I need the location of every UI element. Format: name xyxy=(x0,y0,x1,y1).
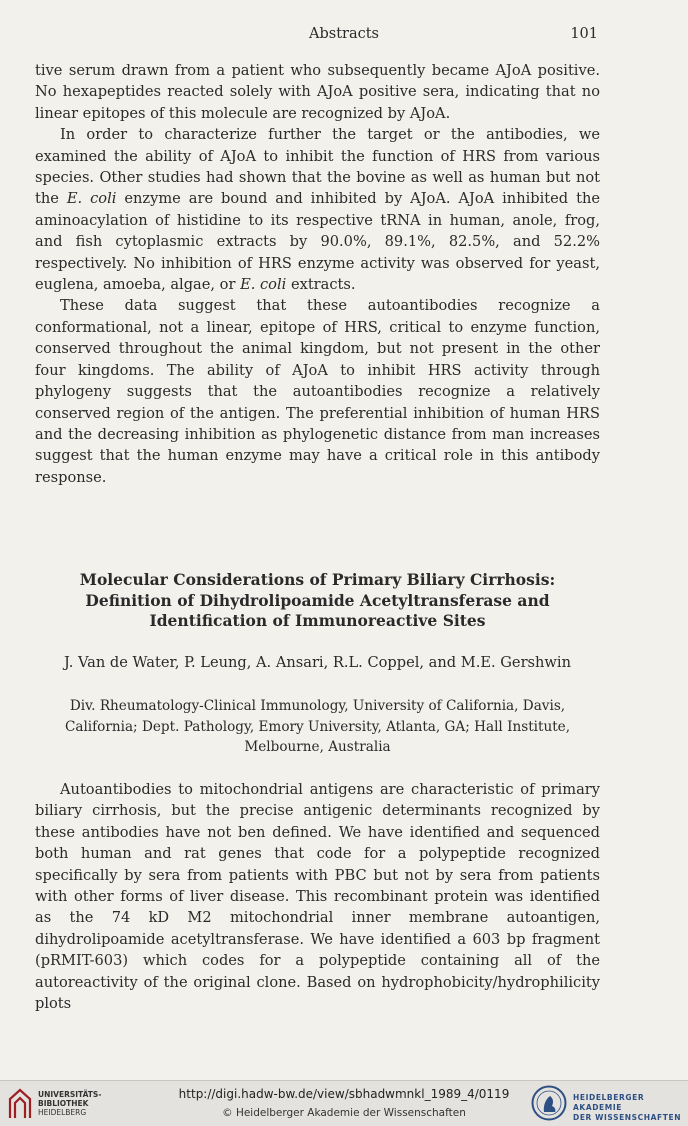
academy-name xyxy=(573,1093,688,1123)
text-run: enzyme are bound and inhibited by AJoA. AJoA inhibited the aminoacylation of histidine to its respective tRNA in human, anole, frog, and fish cytoplasmic extracts by 90.0%, 89.1%, 82.5%, and 52.2% respectively. No inhibition of HRS enzyme activity was observed for yeast, euglena, amoeba, algae, or xyxy=(35,190,600,294)
italic-text: E. coli xyxy=(240,276,287,294)
text-run: extracts. xyxy=(286,276,356,294)
text-run: tive serum drawn from a patient who subsequently became AJoA positive. No hexapeptides reacted solely with AJoA positive sera, indicating that no linear epitopes of this molecule are recognized by AJoA. xyxy=(35,62,600,122)
academy-name-line: DER WISSENSCHAFTEN xyxy=(573,1113,682,1122)
continuation-text xyxy=(35,60,600,488)
text-run: Autoantibodies to mitochondrial antigens are characteristic of primary biliary cirrhosis, but the precise antigenic determinants recognized by these antibodies have not ben defined. We have identified and sequenced both human and rat genes that code for a polypeptide recognized specifically by sera from patients with PBC but not by sera from patients with other forms of liver disease. This recombinant protein was identified as the 74 kD M2 mitochondrial inner membrane autoantigen, dihydrolipoamide acetyltransferase. We have identified a 603 bp fragment (pRMIT-603) which codes for a polypeptide containing all of the autoreactivity of the original clone. Based on hydrophobicity/hydrophilicity plots xyxy=(35,781,600,1013)
paragraph xyxy=(35,295,600,488)
digitization-footer xyxy=(0,1080,688,1126)
library-name-line: HEIDELBERG xyxy=(38,1108,87,1117)
article-title: Molecular Considerations of Primary Biliary Cirrhosis: Definition of Dihydrolipoamide Acetyltransferase and Identification of Immunoreactive Sites xyxy=(79,570,556,630)
academy-name-line: HEIDELBERGER AKADEMIE xyxy=(573,1093,645,1112)
text-run: These data suggest that these autoantibodies recognize a conformational, not a linear, epitope of HRS, critical to enzyme function, conserved throughout the animal kingdom, but not present in the other four kingdoms. The ability of AJoA to inhibit HRS activity through phylogeny suggests that the autoantibodies recognize a relatively conserved region of the antigen. The preferential inhibition of human HRS and the decreasing inhibition as phylogenetic distance from man increases suggest that the human enzyme may have a critical role in this antibody response. xyxy=(35,297,600,486)
italic-text: E. coli xyxy=(66,190,117,208)
paragraph xyxy=(35,124,600,295)
page-number: 101 xyxy=(570,26,598,42)
library-name-line: BIBLIOTHEK xyxy=(38,1099,89,1108)
article-affiliation: Div. Rheumatology-Clinical Immunology, University of California, Davis, California; Dept. Pathology, Emory University, Atlanta, GA; Hall Institute, Melbourne, Australia xyxy=(64,698,571,755)
seal-figure xyxy=(544,1096,556,1112)
permalink-url[interactable]: http://digi.hadw-bw.de/view/sbhadwmnkl_1989_4/0119 xyxy=(178,1087,510,1101)
copyright-notice: © Heidelberger Akademie der Wissenschaften xyxy=(222,1107,466,1119)
academy-seal-icon xyxy=(531,1085,567,1121)
text-run: In order to characterize further the target or the antibodies, we examined the ability of AJoA to inhibit the function of HRS from various species. Other studies had shown that the bovine as well as human but not the xyxy=(35,126,600,208)
running-header xyxy=(0,26,688,46)
paragraph xyxy=(35,60,600,124)
running-title: Abstracts xyxy=(309,26,379,42)
article-authors: J. Van de Water, P. Leung, A. Ansari, R.L. Coppel, and M.E. Gershwin xyxy=(63,654,571,671)
paragraph xyxy=(35,779,600,1014)
article-body xyxy=(35,779,600,1014)
library-name-line: UNIVERSITÄTS- xyxy=(38,1090,102,1099)
